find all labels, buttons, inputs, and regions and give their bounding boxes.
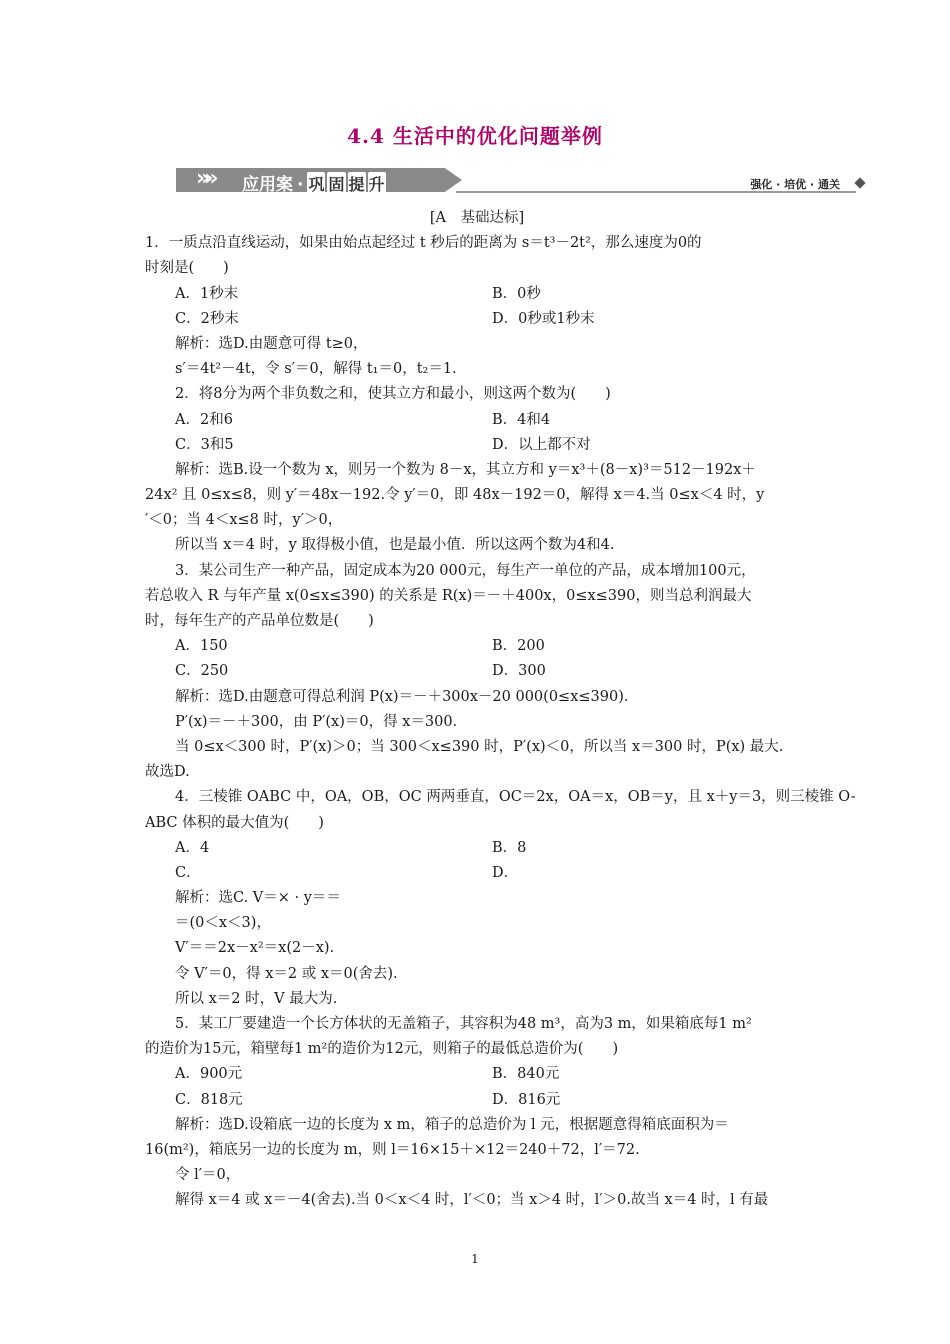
- text-line: 24x² 且 0≤x≤8，则 y′＝48x－192.令 y′＝0，即 48x－192＝0，解得 x＝4.当 0≤x＜4 时，y: [145, 487, 765, 504]
- text-line: 解得 x＝4 或 x＝－4(舍去).当 0＜x＜4 时，l′＜0；当 x＞4 时，l′＞0.故当 x＝4 时，l 有最: [175, 1192, 769, 1209]
- option: C．: [175, 864, 201, 881]
- text-line: 5．某工厂要建造一个长方体状的无盖箱子，其容积为48 m³，高为3 m，如果箱底每1 m²: [175, 1016, 752, 1032]
- option: A．2和6: [175, 411, 233, 428]
- text-line: 解析：选D.由题意可得 t≥0，: [175, 335, 368, 352]
- text-line: 3．某公司生产一种产品，固定成本为20 000元，每生产一单位的产品，成本增加100元，: [175, 562, 756, 579]
- text-line: P′(x)＝－＋300，由 P′(x)＝0，得 x＝300.: [175, 713, 458, 730]
- option: A．150: [175, 638, 228, 655]
- page-number: 1: [471, 1252, 479, 1266]
- option: A．1秒末: [175, 285, 239, 302]
- option-row: [145, 1088, 809, 1113]
- option-row: [145, 408, 809, 433]
- double-chevron-icon: »»: [196, 166, 213, 191]
- banner-label-a: 应用案: [242, 175, 293, 195]
- diamond-icon: [854, 177, 865, 188]
- text-line: 2．将8分为两个非负数之和，使其立方和最小，则这两个数为( ): [175, 386, 611, 403]
- banner-char: 升: [368, 172, 386, 195]
- option-row: [145, 282, 809, 307]
- option: C．3和5: [175, 436, 234, 453]
- text-line: ′＜0；当 4＜x≤8 时，y′＞0，: [145, 512, 343, 529]
- text-line: 所以 x＝2 时，V 最大为.: [175, 990, 338, 1007]
- text-line: 若总收入 R 与年产量 x(0≤x≤390) 的关系是 R(x)＝－＋400x，0≤x≤390，则当总利润最大: [145, 587, 752, 604]
- banner-label: [242, 170, 388, 195]
- text-line: 的造价为15元，箱壁每1 m²的造价为12元，则箱子的最低总造价为( ): [145, 1041, 619, 1058]
- option-row: [145, 861, 809, 886]
- page-title: 4.4 生活中的优化问题举例: [347, 124, 603, 148]
- option-row: [145, 433, 809, 458]
- text-line: V′＝＝2x－x²＝x(2－x).: [175, 940, 335, 957]
- option: D．300: [492, 663, 546, 680]
- text-line: 4．三棱锥 OABC 中，OA，OB，OC 两两垂直，OC＝2x，OA＝x，OB＝y，且 x＋y＝3，则三棱锥 O-: [175, 789, 856, 806]
- option: D．以上都不对: [492, 436, 591, 453]
- option: C．250: [175, 663, 229, 680]
- text-line: s′＝4t²－4t，令 s′＝0，解得 t₁＝0，t₂＝1.: [175, 361, 457, 378]
- banner-char: 提: [348, 172, 366, 195]
- text-line: 令 V′＝0，得 x＝2 或 x＝0(舍去).: [175, 965, 398, 982]
- option: B．200: [492, 638, 545, 655]
- option-row: [145, 307, 809, 332]
- banner-tagline: 强化 · 培优 · 通关: [750, 178, 840, 191]
- text-line: 故选D.: [145, 764, 190, 781]
- text-line: 解析：选D.由题意可得总利润 P(x)＝－＋300x－20 000(0≤x≤390).: [175, 688, 629, 705]
- option: D．: [492, 864, 519, 881]
- option: C．818元: [175, 1091, 243, 1108]
- option: B．4和4: [492, 411, 551, 428]
- banner-separator: ·: [297, 175, 304, 195]
- banner-char: 固: [327, 172, 345, 195]
- option: B．0秒: [492, 285, 541, 302]
- text-line: 解析：选B.设一个数为 x，则另一个数为 8－x，其立方和 y＝x³＋(8－x)³＝512－192x＋: [175, 461, 756, 478]
- text-line: 时刻是( ): [145, 260, 229, 277]
- text-line: ＝(0＜x＜3)，: [175, 915, 271, 932]
- text-line: 解析：选D.设箱底一边的长度为 x m，箱子的总造价为 l 元，根据题意得箱底面积为＝: [175, 1116, 729, 1133]
- text-line: 当 0≤x＜300 时，P′(x)＞0；当 300＜x≤390 时，P′(x)＜0，所以当 x＝300 时，P(x) 最大.: [175, 738, 784, 755]
- text-line: 令 l′＝0，: [175, 1167, 241, 1184]
- text-line: 时，每年生产的产品单位数是( ): [145, 613, 374, 629]
- option: D．816元: [492, 1091, 561, 1108]
- option: A．900元: [175, 1066, 243, 1083]
- option: A．4: [175, 839, 210, 856]
- option-row: [145, 1062, 809, 1087]
- text-line: 16(m²)，箱底另一边的长度为 m，则 l＝16×15＋×12＝240＋72，l′＝72.: [145, 1141, 640, 1158]
- option: B．840元: [492, 1066, 560, 1083]
- option: C．2秒末: [175, 310, 239, 327]
- banner-char: 巩: [307, 172, 325, 195]
- section-banner: [176, 160, 868, 196]
- option: B．8: [492, 839, 527, 856]
- option: D．0秒或1秒末: [492, 310, 595, 327]
- text-line: ABC 体积的最大值为( ): [145, 814, 324, 831]
- document-body: [145, 206, 856, 1214]
- text-line: 所以当 x＝4 时，y 取得极小值，也是最小值．所以这两个数为4和4.: [175, 537, 615, 554]
- section-heading: [A 基础达标]: [429, 210, 525, 226]
- text-line: 1．一质点沿直线运动，如果由始点起经过 t 秒后的距离为 s＝t³－2t²，那么速度为0的: [145, 235, 702, 252]
- text-line: 解析：选C. V＝× · y＝＝: [175, 890, 341, 907]
- option-row: [145, 836, 809, 861]
- option-row: [145, 659, 809, 684]
- option-row: [145, 634, 809, 659]
